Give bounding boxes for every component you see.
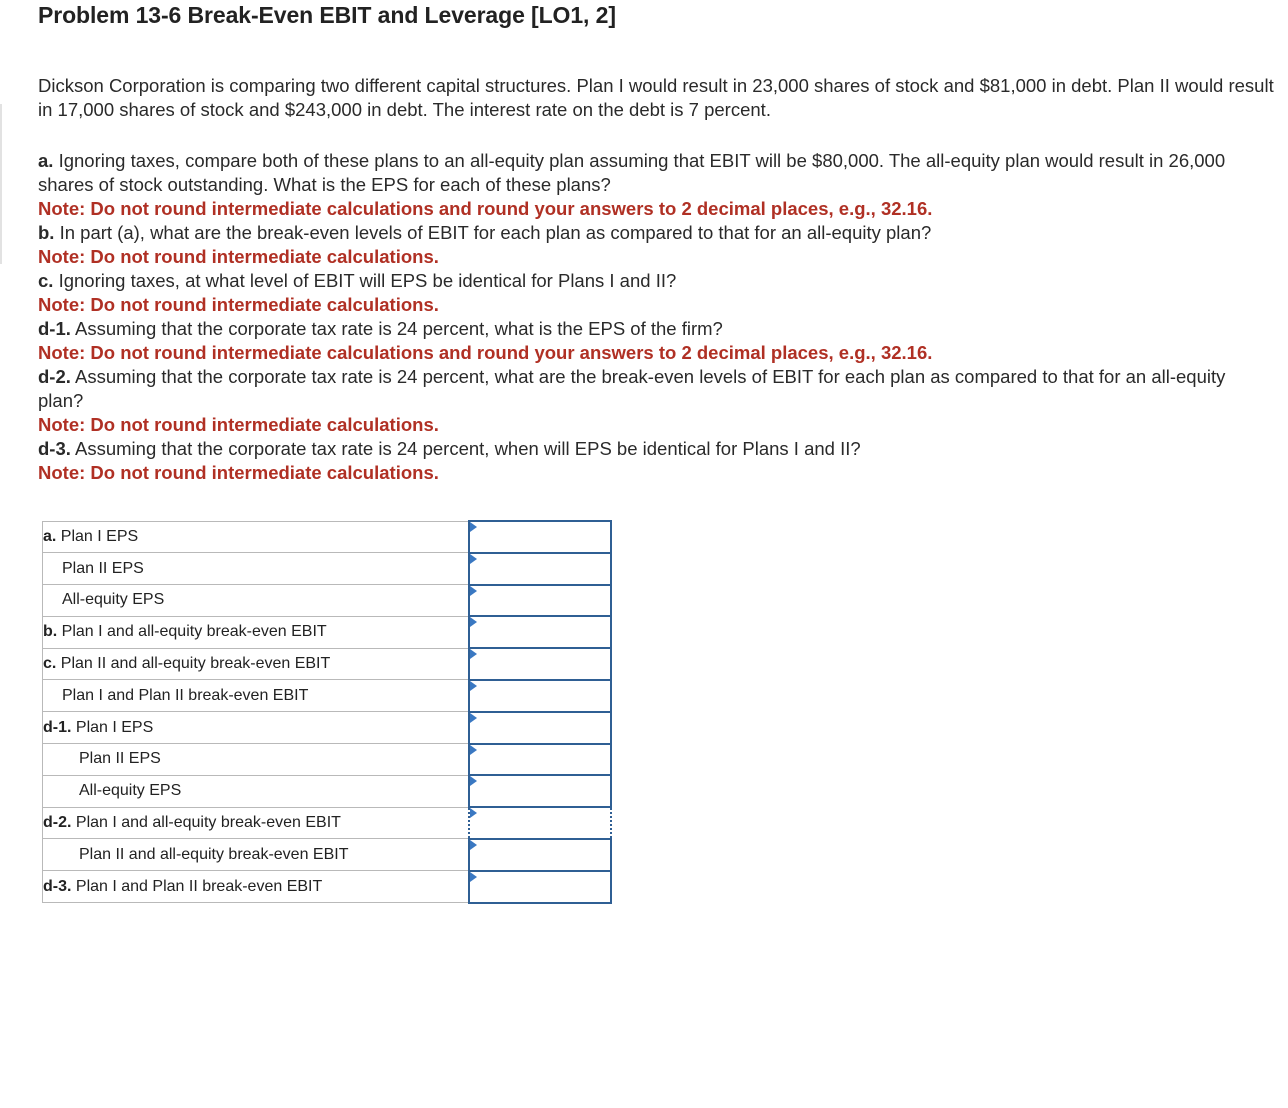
answer-row (43, 839, 612, 871)
question-list (38, 149, 1274, 485)
answer-label (43, 775, 470, 807)
answer-label-text: All-equity EPS (62, 591, 165, 609)
answer-row (43, 553, 612, 585)
question-prefix: a. (38, 150, 54, 171)
answer-input-cell[interactable] (469, 744, 611, 776)
question-text: Assuming that the corporate tax rate is 24 percent, what is the EPS of the firm? (70, 318, 723, 339)
answer-input[interactable] (474, 778, 610, 804)
cell-marker-icon (470, 808, 477, 818)
question-text: In part (a), what are the break-even levels of EBIT for each plan as compared to that for an all-equity plan? (54, 222, 932, 243)
answer-input-cell[interactable] (469, 648, 611, 680)
cell-marker-icon (470, 617, 477, 627)
answer-input[interactable] (474, 715, 610, 741)
cell-marker-icon (470, 872, 477, 882)
cell-marker-icon (470, 522, 477, 532)
question-prefix: b. (38, 222, 55, 243)
answer-prefix: d-3. (43, 877, 72, 895)
answer-prefix: d-1. (43, 718, 72, 736)
answer-input-cell[interactable] (469, 807, 611, 839)
answer-label (43, 648, 470, 680)
answer-label-text: Plan I EPS (56, 527, 139, 545)
answer-input[interactable] (474, 842, 610, 868)
problem-intro: Dickson Corporation is comparing two different capital structures. Plan I would result in 23,000 shares of stock and $81,000 in debt. Plan II would result in 17,000 shares of stock and $243,000 in debt. The interest rate on the debt is 7 percent. (38, 75, 1274, 120)
answer-input[interactable] (474, 683, 610, 709)
answer-label-text: Plan II EPS (62, 559, 144, 577)
answer-label (43, 521, 470, 553)
answer-input-cell[interactable] (469, 839, 611, 871)
answer-label-text: Plan I and all-equity break-even EBIT (71, 814, 341, 832)
answer-row (43, 680, 612, 712)
left-edge-bar (0, 104, 2, 264)
answer-input-cell[interactable] (469, 775, 611, 807)
answer-input-cell[interactable] (469, 712, 611, 744)
answer-label-text: Plan I EPS (71, 718, 154, 736)
answer-prefix: a. (43, 527, 57, 545)
question-note: Note: Do not round intermediate calculations. (38, 294, 439, 315)
answer-label-text: All-equity EPS (79, 782, 182, 800)
answer-input[interactable] (474, 874, 610, 900)
cell-marker-icon (470, 745, 477, 755)
answer-input[interactable] (474, 524, 610, 550)
cell-marker-icon (470, 681, 477, 691)
question-prefix: d-2. (38, 366, 71, 387)
answer-label (43, 712, 470, 744)
answer-row (43, 871, 612, 903)
question-note: Note: Do not round intermediate calculations. (38, 462, 439, 483)
answer-row (43, 585, 612, 617)
question-text: Ignoring taxes, compare both of these plans to an all-equity plan assuming that EBIT will be $80,000. The all-equity plan would result in 26,000 shares of stock outstanding. What is the EPS for each of these plans? (38, 150, 1226, 195)
answer-prefix: c. (43, 655, 57, 673)
cell-marker-icon (470, 840, 477, 850)
answer-label-text: Plan I and Plan II break-even EBIT (71, 877, 323, 895)
question-prefix: d-1. (38, 318, 71, 339)
question-note: Note: Do not round intermediate calculations. (38, 414, 439, 435)
answer-input[interactable] (474, 556, 610, 582)
answer-label (43, 839, 470, 871)
answer-label (43, 616, 470, 648)
question-c (38, 269, 1274, 317)
question-prefix: d-3. (38, 438, 71, 459)
question-text: Ignoring taxes, at what level of EBIT will EPS be identical for Plans I and II? (53, 270, 677, 291)
answer-label-text: Plan II EPS (79, 750, 161, 768)
answer-row (43, 744, 612, 776)
problem-title: Problem 13-6 Break-Even EBIT and Leverage [LO1, 2] (38, 2, 616, 28)
question-d1 (38, 317, 1274, 365)
answer-label-text: Plan I and Plan II break-even EBIT (62, 686, 309, 704)
question-text: Assuming that the corporate tax rate is 24 percent, what are the break-even levels of EBIT for each plan as compared to that for an all-equity plan? (38, 366, 1226, 411)
cell-marker-icon (470, 649, 477, 659)
answer-prefix: b. (43, 623, 58, 641)
answer-input[interactable] (474, 746, 610, 772)
question-note: Note: Do not round intermediate calculations and round your answers to 2 decimal places, e.g., 32.16. (38, 342, 933, 363)
answer-row (43, 712, 612, 744)
cell-marker-icon (470, 713, 477, 723)
cell-marker-icon (470, 776, 477, 786)
answer-prefix: d-2. (43, 814, 72, 832)
question-note: Note: Do not round intermediate calculations. (38, 246, 439, 267)
answer-label (43, 680, 470, 712)
answer-label-text: Plan I and all-equity break-even EBIT (57, 623, 327, 641)
answer-row (43, 775, 612, 807)
answer-label-text: Plan II and all-equity break-even EBIT (79, 845, 349, 863)
question-text: Assuming that the corporate tax rate is 24 percent, when will EPS be identical for Plans I and II? (70, 438, 861, 459)
answer-row (43, 521, 612, 553)
answer-row (43, 807, 612, 839)
question-a (38, 149, 1274, 221)
answer-input[interactable] (474, 810, 610, 836)
question-d3 (38, 437, 1274, 485)
answer-row (43, 616, 612, 648)
answer-row (43, 648, 612, 680)
answer-input[interactable] (474, 651, 610, 677)
answer-input-cell[interactable] (469, 585, 611, 617)
answer-input-cell[interactable] (469, 521, 611, 553)
answer-label (43, 553, 470, 585)
cell-marker-icon (470, 586, 477, 596)
question-prefix: c. (38, 270, 54, 291)
answer-input[interactable] (474, 587, 610, 613)
answer-table (42, 520, 612, 904)
answer-label (43, 744, 470, 776)
answer-label (43, 871, 470, 903)
answer-input-cell[interactable] (469, 616, 611, 648)
question-b (38, 221, 1274, 269)
answer-label (43, 807, 470, 839)
answer-label-text: Plan II and all-equity break-even EBIT (56, 655, 331, 673)
answer-input[interactable] (474, 619, 610, 645)
answer-label (43, 585, 470, 617)
answer-input-cell[interactable] (469, 680, 611, 712)
cell-marker-icon (470, 554, 477, 564)
answer-input-cell[interactable] (469, 553, 611, 585)
answer-input-cell[interactable] (469, 871, 611, 903)
question-note: Note: Do not round intermediate calculations and round your answers to 2 decimal places, e.g., 32.16. (38, 198, 933, 219)
question-d2 (38, 365, 1274, 437)
